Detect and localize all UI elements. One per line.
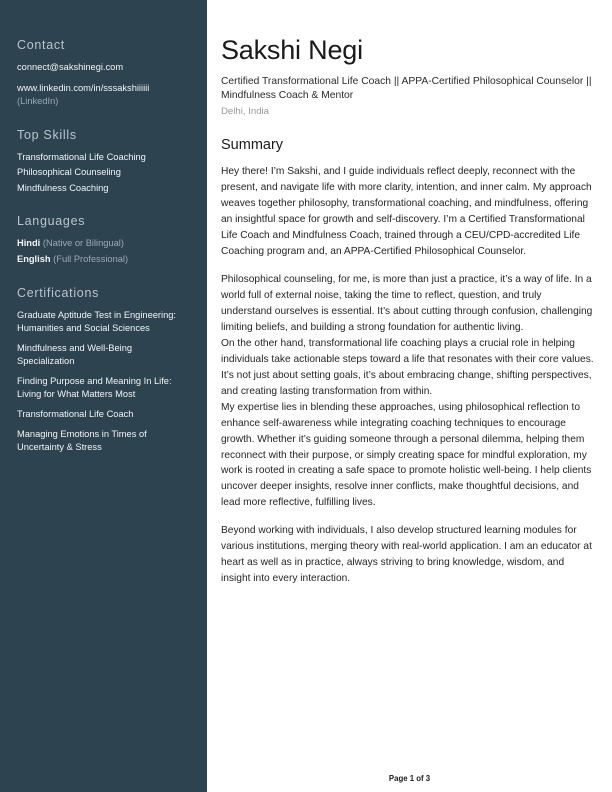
language-item: [17, 237, 191, 250]
summary-paragraph: My expertise lies in blending these approaches, using philosophical reflection to enhance self-awareness while integrating coaching techniques to encourage growth. Whether it’s guiding someone through a personal dilemma, helping them reconnect with their purpose, or simply creating space for mindful exploration, my work is rooted in creating a safe space to promote holistic well-being. I help clients uncover deeper insights, resolve inner conflicts, make thoughtful decisions, and lead more reflective, fulfilling lives.: [221, 401, 592, 509]
certification-item: Transformational Life Coach: [17, 408, 134, 419]
language-name: Hindi: [17, 238, 41, 249]
top-skill-item: Transformational Life Coaching: [17, 151, 146, 162]
candidate-headline: Certified Transformational Life Coach || APPA-Certified Philosophical Counselor || Mindfulness Coach & Mentor: [221, 75, 592, 102]
summary-paragraph: Hey there! I’m Sakshi, and I guide individuals reflect deeply, reconnect with the present, and navigate life with more clarity, intention, and inner calm. My approach weaves together philosophy, transformational coaching, and mindfulness, offering an insightful space for growth and self-discovery. I’m a Certified Transformational Life Coach and Mindfulness Coach, trained through a CEU/CPD-accredited Life Coaching program and, an APPA-Certified Philosophical Counselor.: [221, 166, 592, 258]
language-item: [17, 253, 191, 266]
candidate-location: Delhi, India: [221, 105, 269, 117]
language-name: English: [17, 254, 51, 265]
sidebar-section-languages: [17, 214, 191, 266]
summary-paragraph: On the other hand, transformational life coaching plays a crucial role in helping individuals take actionable steps toward a life that resonates with their core values. It’s not just about setting goals, it’s about embracing change, shifting perspectives, and creating lasting transformation from within.: [221, 337, 594, 397]
sidebar-section-certifications: [17, 286, 191, 454]
contact-linkedin-label: (LinkedIn): [17, 96, 59, 107]
sidebar: [0, 0, 207, 792]
certification-item: Mindfulness and Well-Being Specialization: [17, 342, 133, 366]
top-skill-item: Mindfulness Coaching: [17, 182, 109, 193]
sidebar-section-contact: [17, 38, 191, 109]
certification-item: Graduate Aptitude Test in Engineering: Humanities and Social Sciences: [17, 309, 177, 333]
language-level: (Full Professional): [53, 254, 129, 265]
top-skill-item: Philosophical Counseling: [17, 167, 121, 178]
languages-heading: Languages: [17, 214, 86, 229]
summary-heading: Summary: [221, 137, 284, 154]
certification-item: Finding Purpose and Meaning In Life: Living for What Matters Most: [17, 375, 172, 399]
candidate-name: Sakshi Negi: [221, 35, 363, 65]
page-footer: Page 1 of 3: [388, 774, 431, 783]
summary-paragraph: Philosophical counseling, for me, is more than just a practice, it’s a way of life. In a world full of external noise, taking the time to reflect, question, and truly understand ourselves is essential. It’s about cutting through confusion, challenging limiting beliefs, and building a strong foundation for authentic living.: [221, 274, 593, 333]
top-skills-heading: Top Skills: [17, 127, 77, 142]
contact-heading: Contact: [17, 38, 65, 52]
certification-item: Managing Emotions in Times of Uncertainty & Stress: [17, 428, 147, 452]
certifications-heading: Certifications: [17, 285, 100, 300]
summary-paragraph: Beyond working with individuals, I also develop structured learning modules for various institutions, merging theory with real-world application. I am an educator at heart as well as in practice, always striving to bring knowledge, wisdom, and insight into every interaction.: [221, 525, 592, 585]
contact-linkedin-url[interactable]: www.linkedin.com/in/sssakshiiiiii: [17, 83, 150, 94]
sidebar-section-top-skills: [17, 128, 191, 196]
main-content: [207, 0, 612, 792]
contact-email[interactable]: connect@sakshinegi.com: [17, 62, 124, 72]
language-level: (Native or Bilingual): [42, 238, 124, 249]
